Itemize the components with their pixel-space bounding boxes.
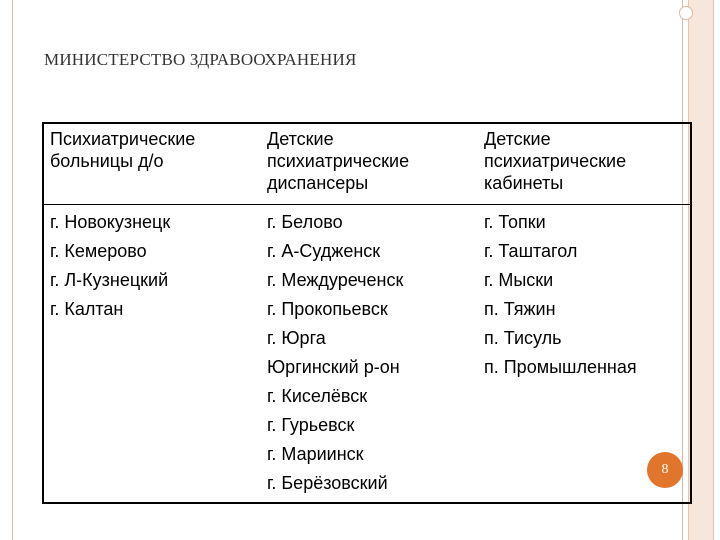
header-psychiatric-hospitals: Психиатрические больницы д/о [43, 123, 261, 205]
page-number-badge: 8 [647, 452, 683, 488]
list-item: Юргинский р-он [267, 357, 400, 377]
list-item: г. Топки [484, 212, 546, 232]
list-item: г. Гурьевск [267, 415, 355, 435]
column-dispensaries-cell [261, 205, 478, 504]
list-item: г. Кемерово [50, 241, 147, 261]
list-item: г. Междуреченск [267, 270, 404, 290]
header-child-dispensaries: Детские психиатрические диспансеры [261, 123, 478, 205]
list-item: п. Тисуль [484, 328, 562, 348]
frame-circle-ornament [679, 6, 693, 20]
table-header-row [43, 123, 691, 205]
list-item: г. Киселёвск [267, 386, 368, 406]
list-item: г. Л-Кузнецкий [50, 270, 169, 290]
column-hospitals-cell [43, 205, 261, 504]
frame-left-line [12, 0, 13, 540]
list-item: г. Новокузнецк [50, 212, 171, 232]
list-item: г. Белово [267, 212, 343, 232]
list-item: г. Таштагол [484, 241, 578, 261]
list-item: г. Юрга [267, 328, 326, 348]
list-item: п. Тяжин [484, 299, 556, 319]
slide-title: МИНИСТЕРСТВО ЗДРАВООХРАНЕНИЯ [44, 50, 357, 69]
list-item: г. Мариинск [267, 444, 364, 464]
facilities-table [42, 122, 692, 504]
list-item: г. Берёзовский [267, 473, 388, 493]
list-item: г. Калтан [50, 299, 124, 319]
list-item: г. А-Судженск [267, 241, 381, 261]
list-item: г. Прокопьевск [267, 299, 388, 319]
header-child-cabinets: Детские психиатрические кабинеты [478, 123, 691, 205]
table-body-row [43, 205, 691, 504]
list-item: п. Промышленная [484, 357, 637, 377]
list-item: г. Мыски [484, 270, 554, 290]
